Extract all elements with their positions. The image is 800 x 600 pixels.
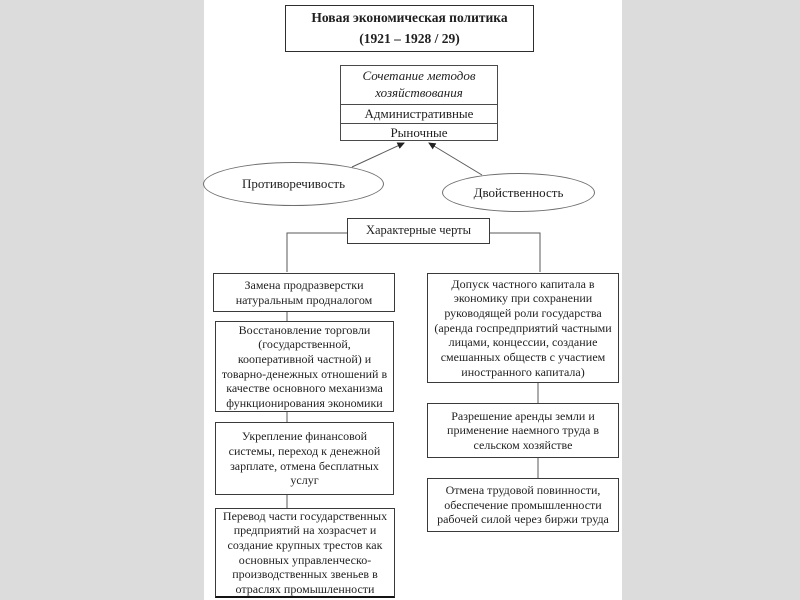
right-box-private-capital: Допуск частного капитала в экономику при сохранении руководящей роли государства (аренда госпредприятий частными лицами, концессии, создание смешанных обществ с участием иностранного капитала) [427, 273, 619, 383]
characteristic-features-box: Характерные черты [347, 218, 490, 244]
left-box-financial-system: Укрепление финансовой системы, переход к денежной зарплате, отмена бесплатных услуг [215, 422, 394, 495]
right-box-labor-exchange: Отмена трудовой повинности, обеспечение промышленности рабочей силой через биржи труда [427, 478, 619, 532]
oval-duality: Двойственность [442, 173, 595, 212]
methods-row-market: Рыночные [341, 123, 497, 142]
methods-combination-box [340, 65, 498, 141]
methods-row-administrative: Административные [341, 104, 497, 123]
title-line-2: (1921 – 1928 / 29) [359, 30, 460, 46]
methods-header: Сочетание методов хозяйствования [362, 68, 476, 100]
title-line-1: Новая экономическая политика [311, 10, 508, 26]
oval-contradictoriness: Противоречивость [203, 162, 384, 206]
left-box-prodnalog: Замена продразверстки натуральным продналогом [213, 273, 395, 312]
title-box [285, 5, 534, 52]
right-box-land-lease: Разрешение аренды земли и применение наемного труда в сельском хозяйстве [427, 403, 619, 458]
left-box-trade-restoration: Восстановление торговли (государственной, кооперативной частной) и товарно-денежных отношений в качестве основного механизма функционирования экономики [215, 321, 394, 412]
left-box-khozraschet-trusts: Перевод части государственных предприятий на хозрасчет и создание крупных трестов как основных управленческо-производственных звеньев в отраслях промышленности [215, 508, 395, 598]
